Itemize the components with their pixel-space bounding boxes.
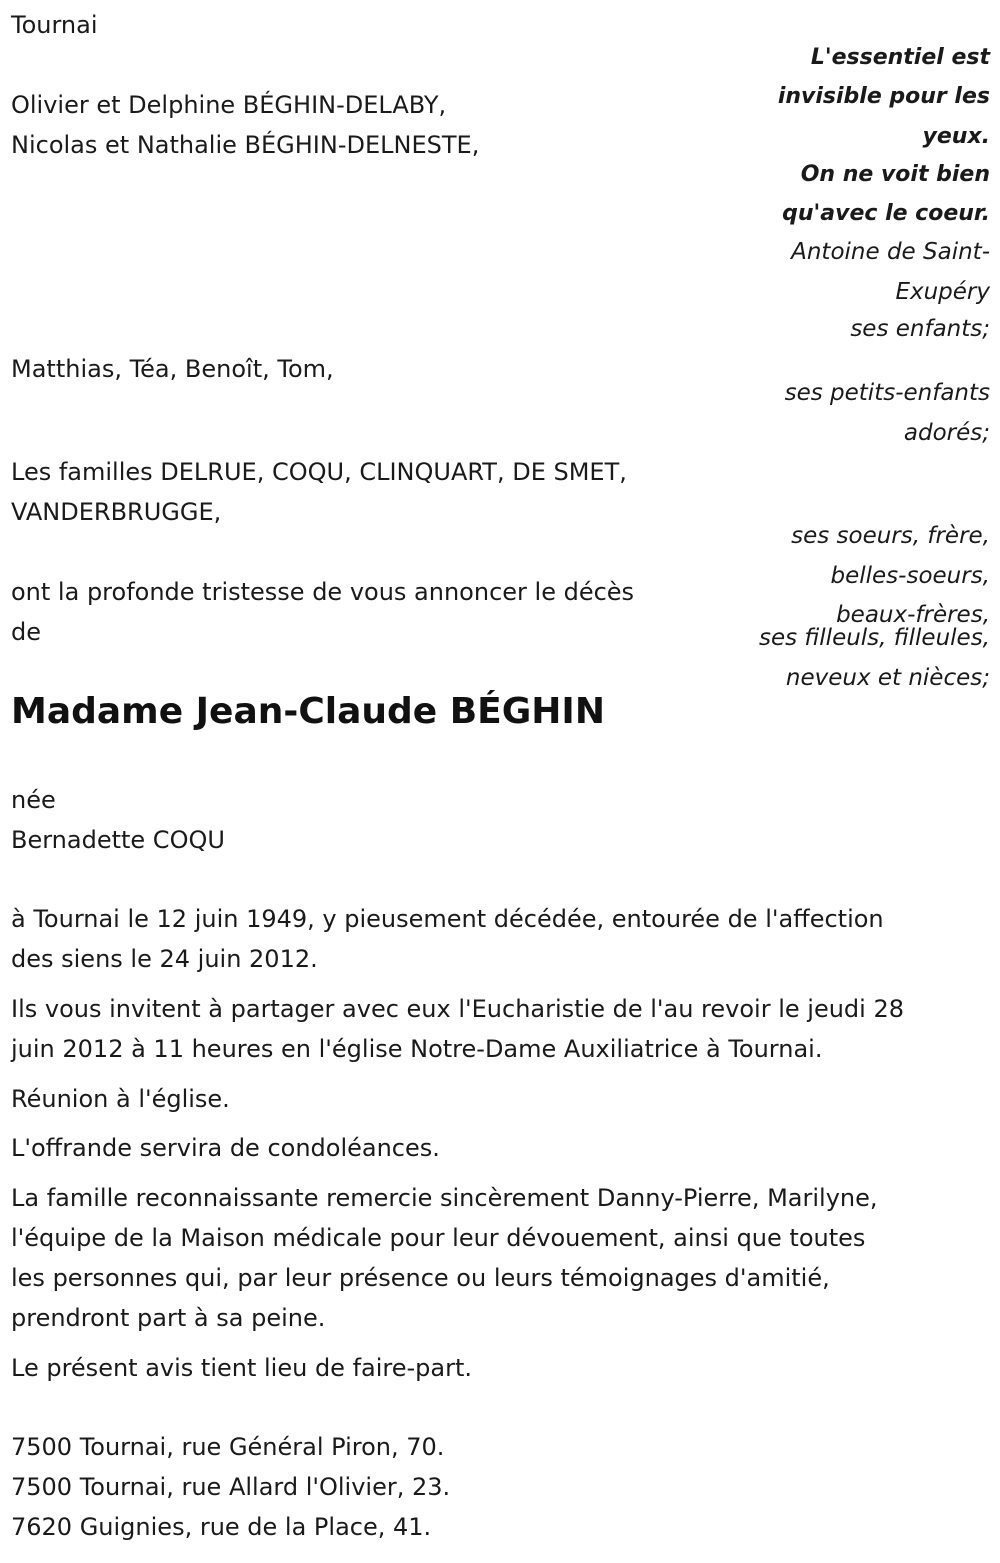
body-line: Le présent avis tient lieu de faire-part. bbox=[11, 1354, 473, 1382]
quote-author: Exupéry bbox=[895, 279, 990, 305]
families-role: ses soeurs, frère, bbox=[791, 523, 990, 549]
children-role: ses enfants; bbox=[850, 316, 990, 342]
families-role: ses filleuls, filleules, bbox=[759, 625, 990, 651]
maiden-name: Bernadette COQU bbox=[11, 826, 225, 854]
quote-line: L'essentiel est bbox=[810, 45, 990, 70]
grandchildren: Matthias, Téa, Benoît, Tom, bbox=[11, 355, 334, 383]
body-line: juin 2012 à 11 heures en l'église Notre-Dame Auxiliatrice à Tournai. bbox=[11, 1035, 823, 1063]
body-line: Ils vous invitent à partager avec eux l'Eucharistie de l'au revoir le jeudi 28 bbox=[11, 995, 904, 1023]
families-role: beaux-frères, bbox=[836, 602, 990, 628]
quote-line: qu'avec le coeur. bbox=[782, 201, 990, 226]
nee-label: née bbox=[11, 786, 56, 814]
deceased-name: Madame Jean-Claude BÉGHIN bbox=[11, 691, 605, 732]
body-line: l'équipe de la Maison médicale pour leur dévouement, ainsi que toutes bbox=[11, 1224, 866, 1252]
body-line: à Tournai le 12 juin 1949, y pieusement décédée, entourée de l'affection bbox=[11, 905, 884, 933]
address: 7500 Tournai, rue Allard l'Olivier, 23. bbox=[11, 1473, 451, 1501]
body-line: L'offrande servira de condoléances. bbox=[11, 1134, 440, 1162]
address: 7500 Tournai, rue Général Piron, 70. bbox=[11, 1433, 445, 1461]
child-couple: Olivier et Delphine BÉGHIN-DELABY, bbox=[11, 91, 447, 119]
body-line: La famille reconnaissante remercie sincèrement Danny-Pierre, Marilyne, bbox=[11, 1184, 878, 1212]
quote-author: Antoine de Saint- bbox=[791, 239, 990, 265]
child-couple: Nicolas et Nathalie BÉGHIN-DELNESTE, bbox=[11, 131, 480, 159]
quote-line: yeux. bbox=[922, 124, 990, 149]
families-role: neveux et nièces; bbox=[785, 665, 990, 691]
grandchildren-role: adorés; bbox=[903, 420, 990, 446]
body-line: Réunion à l'église. bbox=[11, 1085, 230, 1113]
announcement: de bbox=[11, 618, 41, 646]
quote-line: On ne voit bien bbox=[800, 162, 990, 187]
families: Les familles DELRUE, COQU, CLINQUART, DE SMET, bbox=[11, 458, 627, 486]
quote-line: invisible pour les bbox=[777, 84, 990, 109]
city-header: Tournai bbox=[11, 11, 98, 39]
body-line: prendront part à sa peine. bbox=[11, 1304, 326, 1332]
families-role: belles-soeurs, bbox=[830, 563, 990, 589]
announcement: ont la profonde tristesse de vous annoncer le décès bbox=[11, 578, 635, 606]
body-line: des siens le 24 juin 2012. bbox=[11, 945, 318, 973]
grandchildren-role: ses petits-enfants bbox=[784, 380, 990, 406]
families: VANDERBRUGGE, bbox=[11, 498, 222, 526]
body-line: les personnes qui, par leur présence ou leurs témoignages d'amitié, bbox=[11, 1264, 830, 1292]
address: 7620 Guignies, rue de la Place, 41. bbox=[11, 1513, 432, 1541]
